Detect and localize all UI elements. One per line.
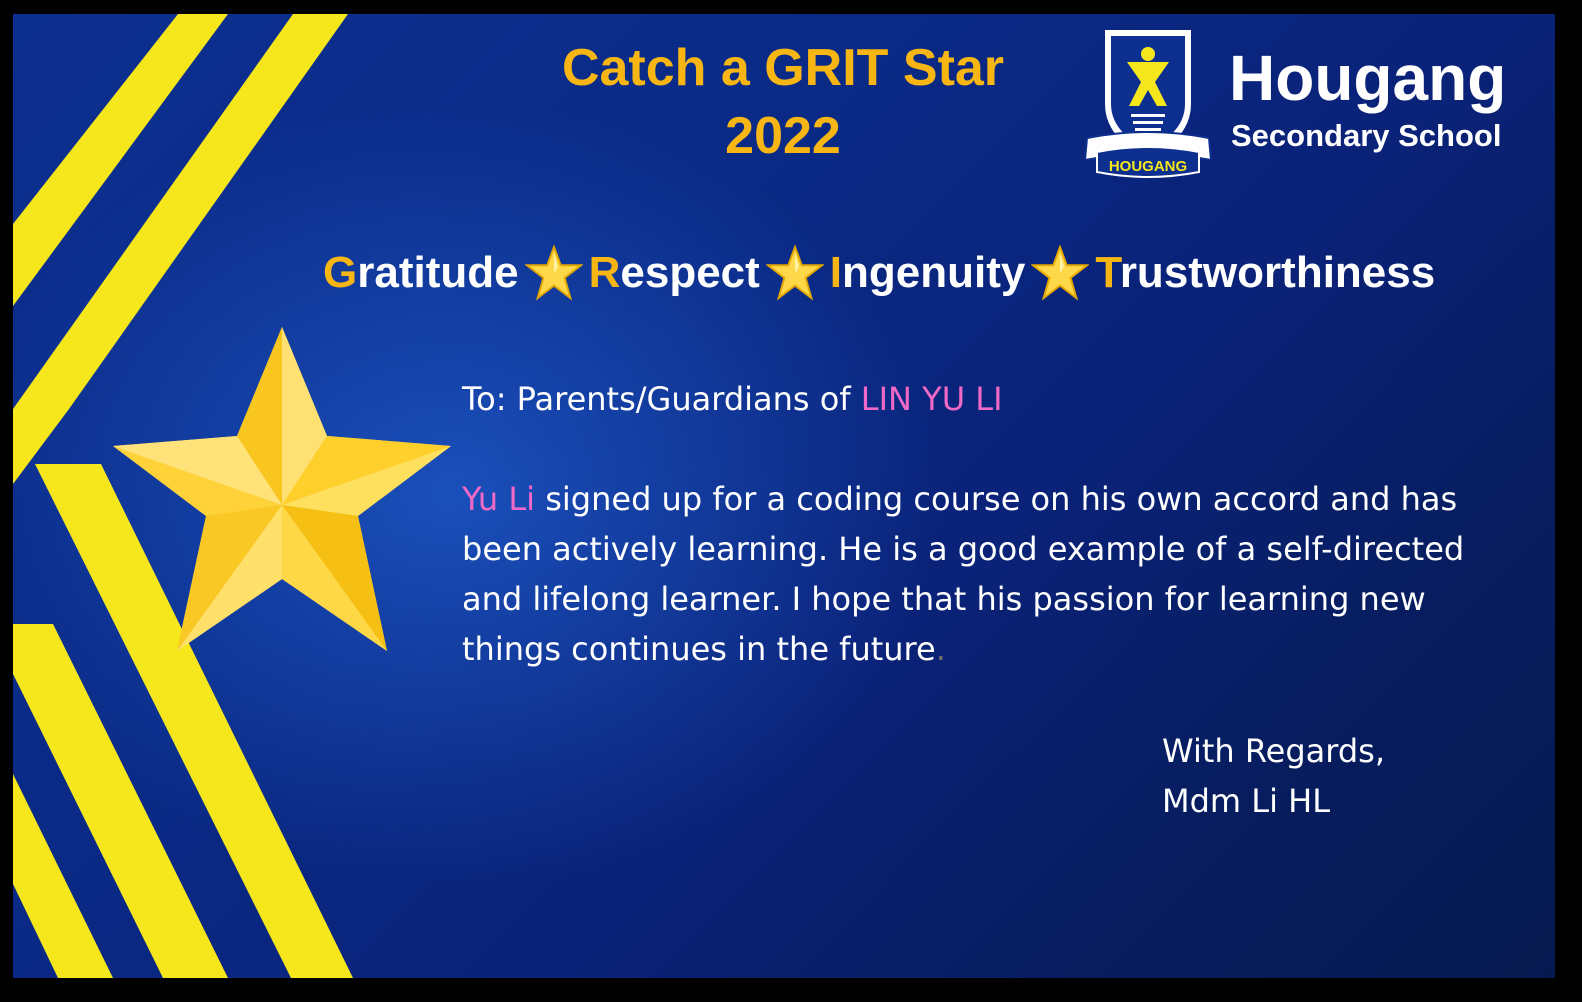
commendation-text: Yu Li signed up for a coding course on his own accord and has been actively learning. He is a good example of a self-directed and lifelong learner. I hope that his passion for learning new things continues in the future. (462, 480, 1465, 668)
crest-banner-text: HOUGANG (1108, 158, 1188, 175)
title-line-1: Catch a GRIT Star (561, 39, 1005, 97)
student-name: LIN YU LI (860, 380, 1003, 418)
signoff-greeting: With Regards, (1162, 732, 1385, 770)
student-short-name: Yu Li (462, 480, 536, 518)
star-icon (525, 245, 583, 301)
recipient-line: To: Parents/Guardians of LIN YU LI (462, 380, 1003, 418)
value-respect: Respect (588, 248, 760, 297)
value-gratitude: Gratitude (323, 248, 519, 297)
grit-values-row (323, 242, 1435, 304)
signoff (1162, 726, 1385, 826)
letter-body (462, 374, 1532, 674)
school-crest-logo (1083, 26, 1223, 186)
big-star-icon (109, 325, 455, 655)
star-icon (1031, 245, 1089, 301)
school-name: Hougang (1229, 42, 1507, 114)
certificate-card (13, 14, 1555, 978)
school-subtitle: Secondary School (1231, 118, 1502, 153)
title-line-2: 2022 (725, 107, 841, 165)
signoff-signer: Mdm Li HL (1162, 782, 1331, 820)
value-ingenuity: Ingenuity (829, 248, 1026, 297)
certificate-title (513, 34, 1053, 170)
star-icon (766, 245, 824, 301)
value-trustworthiness: Trustworthiness (1095, 248, 1436, 297)
